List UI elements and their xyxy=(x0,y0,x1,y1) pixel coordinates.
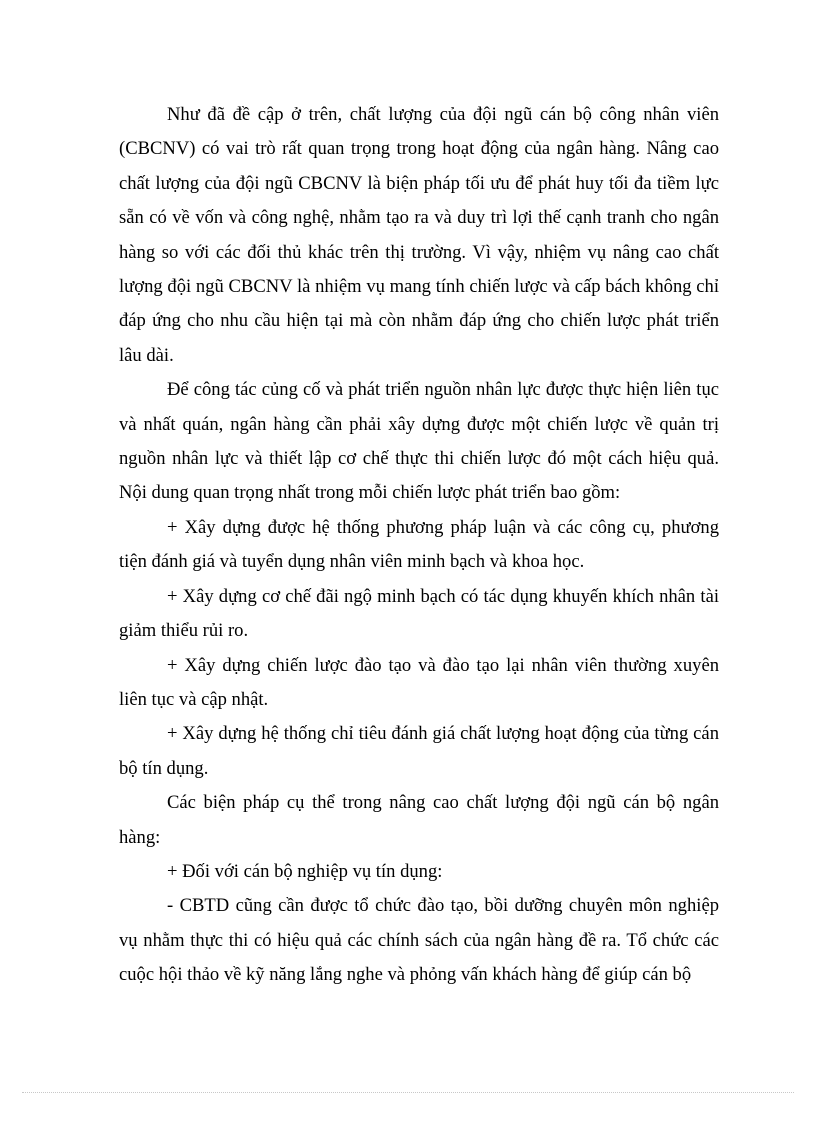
paragraph-measures: Các biện pháp cụ thể trong nâng cao chất lượng đội ngũ cán bộ ngân hàng: xyxy=(119,792,719,848)
document-page xyxy=(119,98,719,993)
bullet-compensation: + Xây dựng cơ chế đãi ngộ minh bạch có tác dụng khuyến khích nhân tài giảm thiểu rủi ro. xyxy=(119,585,719,642)
bullet-evaluation: + Xây dựng hệ thống chỉ tiêu đánh giá chất lượng hoạt động của từng cán bộ tín dụng. xyxy=(119,723,719,779)
paragraph-cbtd: - CBTD cũng cần được tổ chức đào tạo, bồi dưỡng chuyên môn nghiệp vụ nhằm thực thi có hiệu quả các chính sách của ngân hàng đề ra. Tổ chức các cuộc hội thảo về kỹ năng lắng nghe và phỏng vấn khách hàng để giúp cán bộ xyxy=(119,895,719,986)
footer-divider xyxy=(22,1092,794,1093)
paragraph-strategy: Để công tác củng cố và phát triển nguồn nhân lực được thực hiện liên tục và nhất quán, ngân hàng cần phải xây dựng được một chiến lược về quản trị nguồn nhân lực và thiết lập cơ chế thực thi chiến lược đó một cách hiệu quả. Nội dung quan trọng nhất trong mỗi chiến lược phát triển bao gồm: xyxy=(119,379,719,504)
bullet-training: + Xây dựng chiến lược đào tạo và đào tạo lại nhân viên thường xuyên liên tục và cập nhật. xyxy=(119,654,719,710)
paragraph-intro: Như đã đề cập ở trên, chất lượng của đội ngũ cán bộ công nhân viên (CBCNV) có vai trò rất quan trọng trong hoạt động của ngân hàng. Nâng cao chất lượng của đội ngũ CBCNV là biện pháp tối ưu để phát huy tối đa tiềm lực sẵn có về vốn và công nghệ, nhằm tạo ra và duy trì lợi thế cạnh tranh cho ngân hàng so với các đối thủ khác trên thị trường. Vì vậy, nhiệm vụ nâng cao chất lượng đội ngũ CBCNV là nhiệm vụ mang tính chiến lược và cấp bách không chỉ đáp ứng cho nhu cầu hiện tại mà còn nhằm đáp ứng cho chiến lược phát triển lâu dài. xyxy=(119,104,719,366)
bullet-credit-staff: + Đối với cán bộ nghiệp vụ tín dụng: xyxy=(167,860,443,882)
bullet-recruitment: + Xây dựng được hệ thống phương pháp luận và các công cụ, phương tiện đánh giá và tuyển dụng nhân viên minh bạch và khoa học. xyxy=(119,516,719,573)
